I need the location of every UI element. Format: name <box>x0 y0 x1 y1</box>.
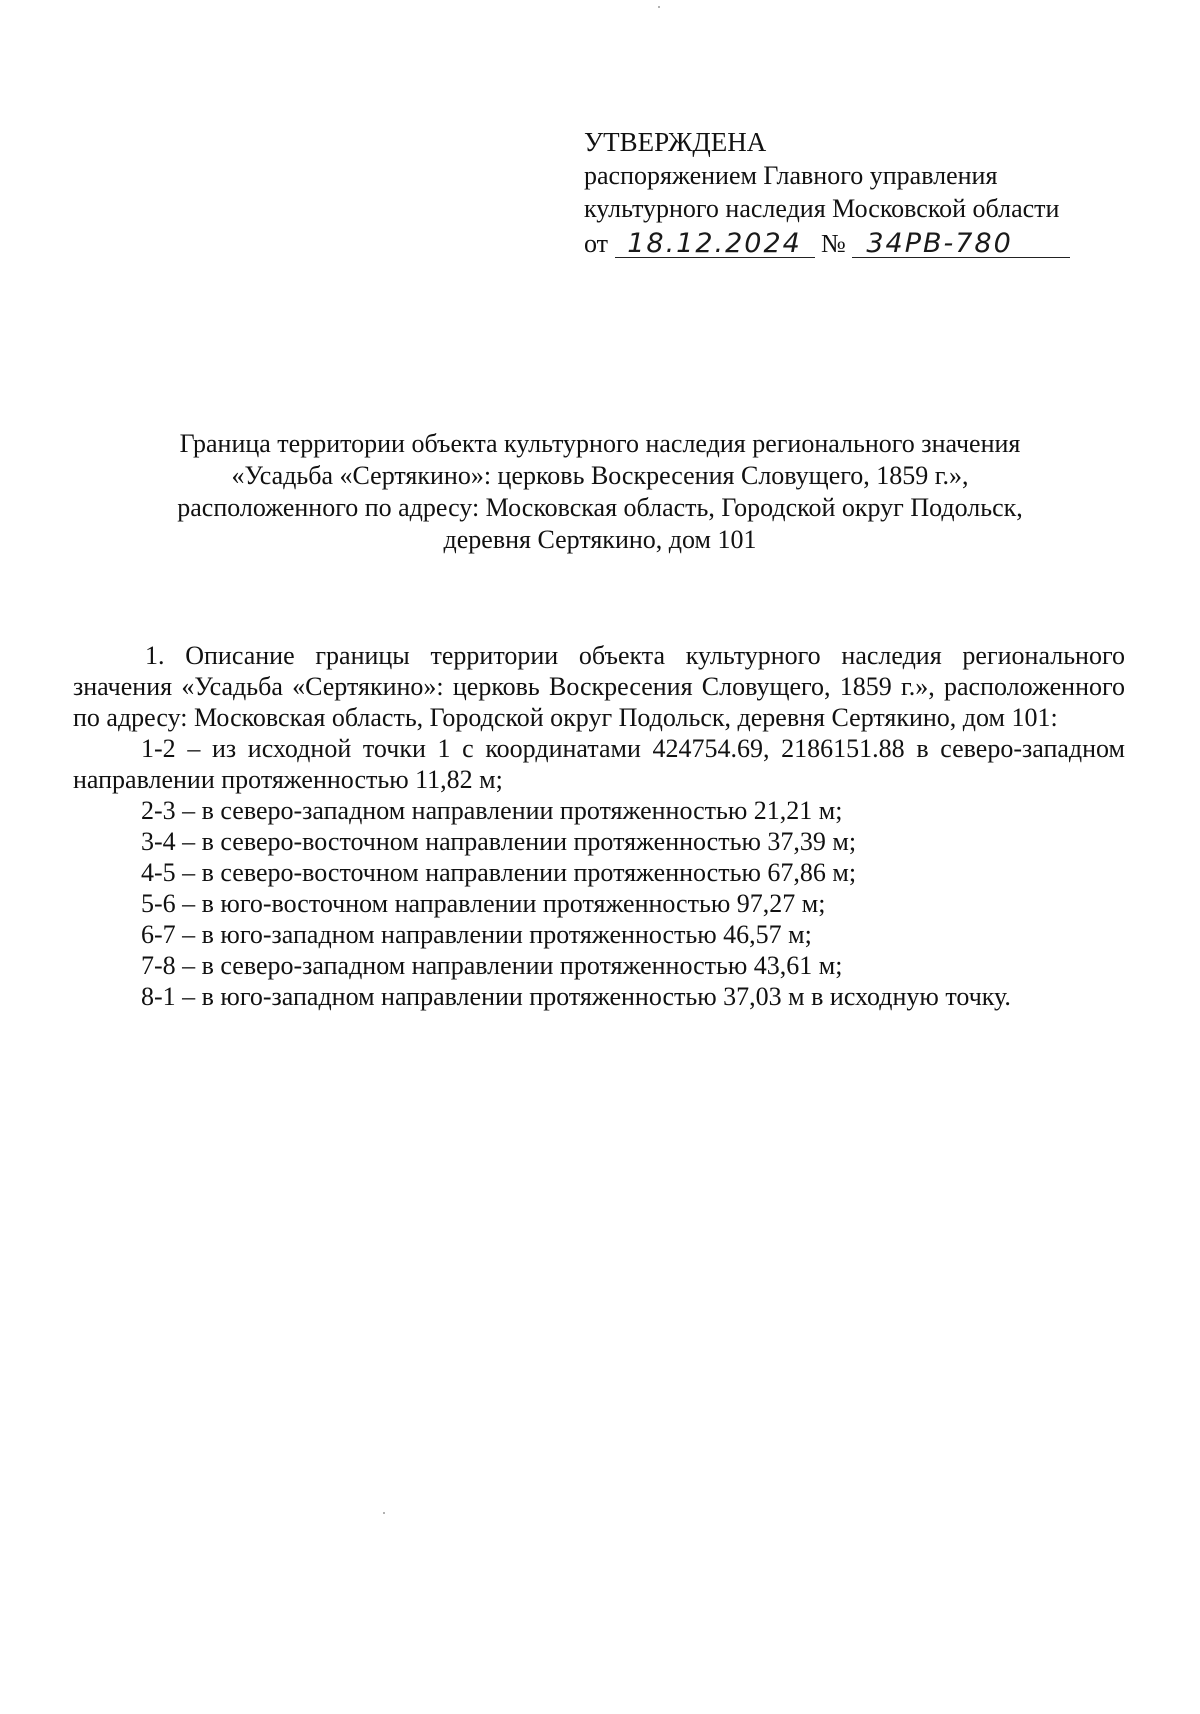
from-label: от <box>584 229 609 258</box>
title-line-3: расположенного по адресу: Московская область, Городской округ Подольск, <box>177 493 1023 522</box>
title-line-4: деревня Сертякино, дом 101 <box>443 525 757 554</box>
approval-line-1: распоряжением Главного управления <box>584 161 998 190</box>
handwritten-number: 34РВ-780 <box>852 231 1070 258</box>
approval-block <box>584 126 1104 260</box>
approval-date-line <box>584 227 1104 260</box>
title-line-1: Граница территории объекта культурного наследия регионального значения <box>179 429 1021 458</box>
scan-speck <box>383 1512 385 1514</box>
description-intro: 1. Описание границы территории объекта культурного наследия регионального значения «Усадьба «Сертякино»: церковь Воскресения Словущего, 1859 г.», расположенного по адресу: Московская область, Городской округ Подольск, деревня Сертякино, дом 101: <box>73 641 1125 732</box>
handwritten-date: 18.12.2024 <box>615 231 815 258</box>
segment-item: 5-6 – в юго-восточном направлении протяженностью 97,27 м; <box>141 889 826 918</box>
segment-item: 2-3 – в северо-западном направлении протяженностью 21,21 м; <box>141 796 843 825</box>
title-line-2: «Усадьба «Сертякино»: церковь Воскресения Словущего, 1859 г.», <box>231 461 969 490</box>
boundary-description <box>73 640 1125 1012</box>
number-label: № <box>821 229 846 258</box>
document-title <box>120 428 1080 556</box>
segment-item: 7-8 – в северо-западном направлении протяженностью 43,61 м; <box>141 951 843 980</box>
segment-item: 4-5 – в северо-восточном направлении протяженностью 67,86 м; <box>141 858 857 887</box>
segment-item: 3-4 – в северо-восточном направлении протяженностью 37,39 м; <box>141 827 857 856</box>
segment-item: 8-1 – в юго-западном направлении протяженностью 37,03 м в исходную точку. <box>141 982 1011 1011</box>
segment-list <box>73 733 1125 1012</box>
segment-item: 6-7 – в юго-западном направлении протяженностью 46,57 м; <box>141 920 812 949</box>
scan-speck <box>658 6 660 8</box>
approval-line-2: культурного наследия Московской области <box>584 194 1060 223</box>
segment-item: 1-2 – из исходной точки 1 с координатами 424754.69, 2186151.88 в северо-западном направлении протяженностью 11,82 м; <box>73 734 1125 794</box>
approval-heading: УТВЕРЖДЕНА <box>584 127 767 157</box>
